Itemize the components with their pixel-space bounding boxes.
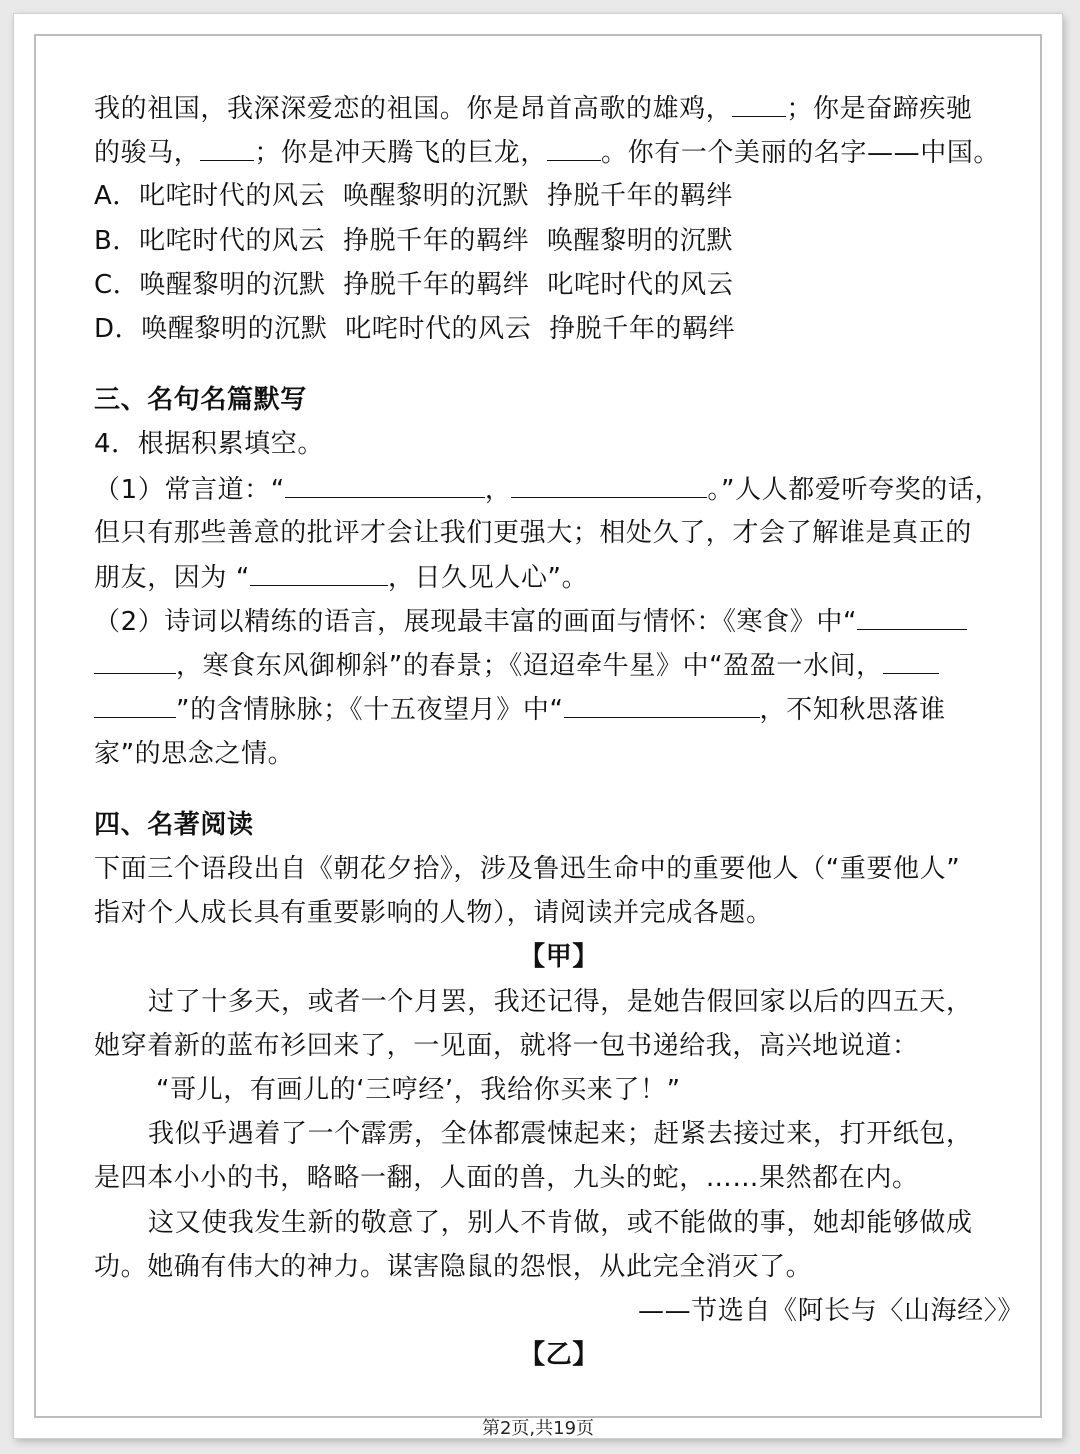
page-content	[94, 86, 1024, 1377]
passage-jia-line: 是四本小小的书，略略一翻，人面的兽，九头的蛇，……果然都在内。	[94, 1163, 919, 1194]
passage-jia-line: 这又使我发生新的敬意了，别人不肯做，或不能做的事，她却能够做成	[148, 1207, 973, 1238]
section3-heading: 三、名句名篇默写	[94, 385, 307, 416]
q4-text: （1）常言道：“	[94, 474, 285, 505]
q4-text: ，不知秋思落谁	[759, 695, 946, 726]
q3-stem-text: 的骏马，	[94, 138, 201, 169]
passage-jia-line: 我似乎遇着了一个霹雳，全体都震悚起来；赶紧去接过来，打开纸包，	[148, 1119, 973, 1150]
blank	[285, 467, 485, 498]
q4-text: （2）诗词以精练的语言，展现最丰富的画面与情怀：《寒食》中“	[94, 607, 858, 638]
q4-text: ，寒食东风御柳斜”的春景；《迢迢牵牛星》中“盈盈一水间，	[176, 651, 883, 682]
page-number: 第2页,共19页	[481, 1418, 595, 1439]
q4-part2-line4: 家”的思念之情。	[94, 738, 295, 769]
section4-intro-1: 下面三个语段出自《朝花夕拾》，涉及鲁迅生命中的重要他人（“重要他人”	[94, 854, 961, 884]
q3-stem-line-2	[94, 130, 1024, 174]
q4-part2-line1	[94, 599, 1024, 643]
q4-part1-line3	[94, 555, 1024, 599]
blank	[883, 643, 939, 674]
q3-stem-text: 。你有一个美丽的名字——中国。	[601, 138, 1001, 169]
q3-stem-text: ；你是冲天腾飞的巨龙，	[254, 138, 548, 169]
q3-option-b: B．叱咤时代的风云 挣脱千年的羁绊 唤醒黎明的沉默	[94, 225, 734, 256]
blank	[94, 687, 176, 718]
blank	[94, 643, 176, 674]
exam-page	[14, 14, 1062, 1438]
passage-source: ——节选自《阿长与〈山海经〉》	[637, 1295, 1024, 1326]
passage-jia-line: “哥儿，有画儿的‘三哼经’，我给你买来了！”	[156, 1074, 681, 1105]
q4-title: 4．根据积累填空。	[94, 429, 324, 460]
q4-part2-line3	[94, 687, 1024, 731]
q4-text: ，	[484, 474, 512, 505]
blank	[200, 130, 254, 161]
q4-text: ”的含情脉脉；《十五夜望月》中“	[176, 695, 564, 726]
passage-jia-label: 【甲】	[519, 942, 599, 973]
q3-option-d: D．唤醒黎明的沉默 叱咤时代的风云 挣脱千年的羁绊	[94, 313, 736, 344]
blank	[547, 130, 601, 161]
blank	[564, 687, 760, 718]
q3-option-c: C．唤醒黎明的沉默 挣脱千年的羁绊 叱咤时代的风云	[94, 269, 734, 300]
blank	[511, 467, 707, 498]
q4-part1-line2: 但只有那些善意的批评才会让我们更强大；相处久了，才会了解谁是真正的	[94, 517, 972, 548]
q4-part1-line1	[94, 467, 1024, 511]
q3-stem-line-1	[94, 86, 1024, 130]
passage-jia-line: 功。她确有伟大的神力。谋害隐鼠的怨恨，从此完全消灭了。	[94, 1251, 813, 1282]
passage-jia-line: 她穿着新的蓝布衫回来了，一见面，就将一包书递给我，高兴地说道：	[94, 1030, 919, 1061]
blank	[250, 555, 388, 586]
section4-heading: 四、名著阅读	[94, 809, 254, 840]
blank	[732, 86, 786, 117]
q3-option-a: A．叱咤时代的风云 唤醒黎明的沉默 挣脱千年的羁绊	[94, 181, 734, 212]
q4-text: 。”人人都爱听夸奖的话，	[707, 474, 1002, 505]
passage-yi-label: 【乙】	[519, 1340, 599, 1371]
q4-part2-line2	[94, 643, 1024, 687]
q3-stem-text: 我的祖国，我深深爱恋的祖国。你是昂首高歌的雄鸡，	[94, 94, 733, 124]
section4-intro-2: 指对个人成长具有重要影响的人物），请阅读并完成各题。	[94, 898, 773, 929]
q4-text: 朋友，因为 “	[94, 562, 250, 593]
blank	[857, 599, 967, 630]
q4-text: ，日久见人心”。	[387, 562, 589, 593]
passage-jia-line: 过了十多天，或者一个月罢，我还记得，是她告假回家以后的四五天，	[148, 986, 973, 1017]
q3-stem-text: ；你是奋蹄疾驰	[786, 94, 973, 124]
